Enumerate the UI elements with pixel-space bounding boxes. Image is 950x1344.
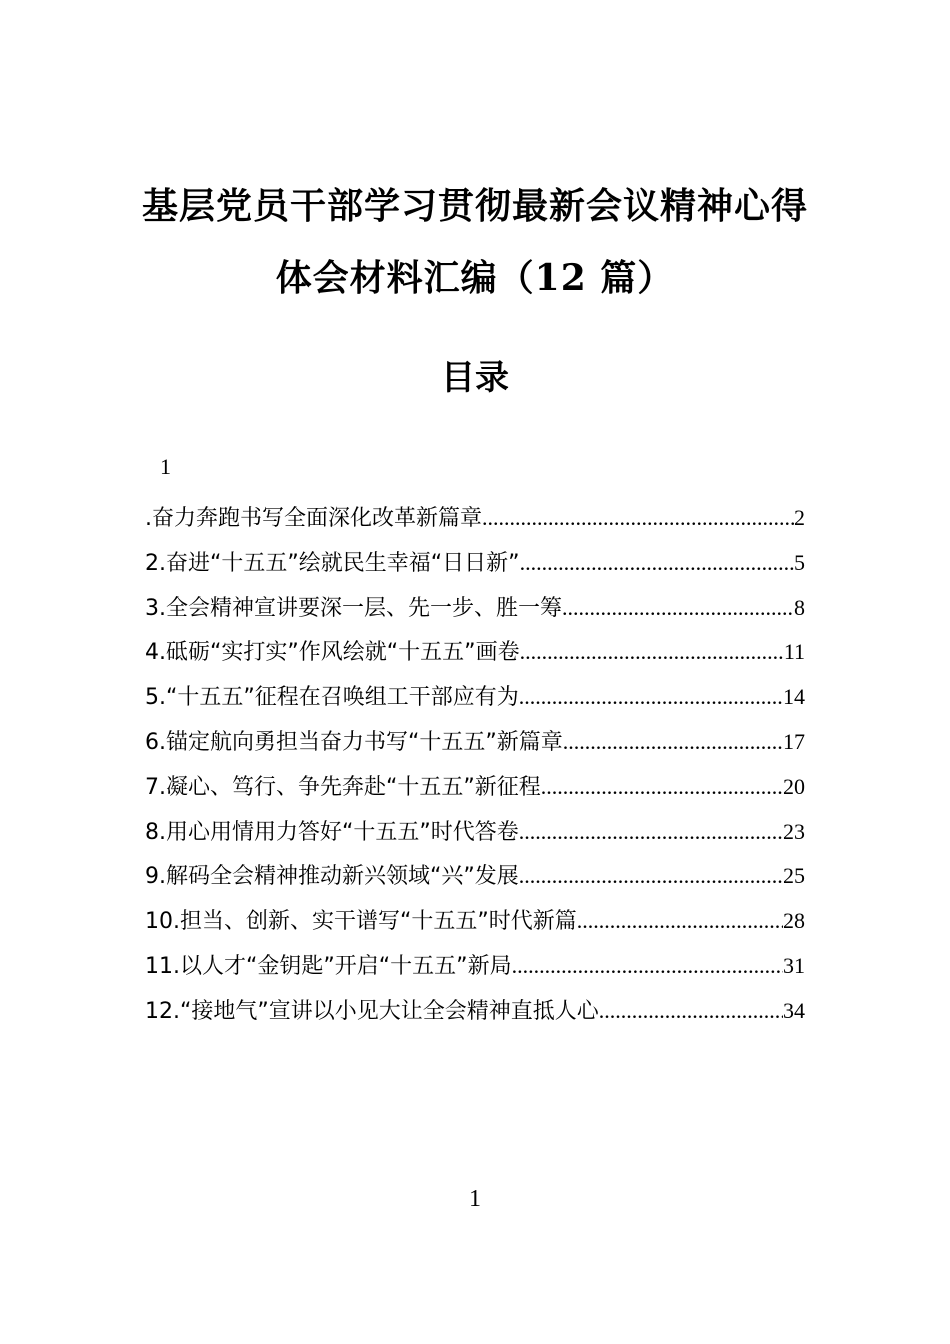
toc-entry-title: 3.全会精神宣讲要深一层、先一步、胜一筹 — [145, 595, 562, 621]
table-of-contents — [145, 452, 805, 1034]
toc-entry[interactable] — [145, 854, 805, 899]
toc-entry-title: 11.以人才“金钥匙”开启“十五五”新局 — [145, 953, 512, 979]
toc-entry-title: 12.“接地气”宣讲以小见大让全会精神直抵人心 — [145, 998, 599, 1024]
toc-leader-dots — [519, 854, 783, 899]
toc-entry-page: 28 — [783, 908, 805, 934]
toc-entry[interactable] — [145, 989, 805, 1034]
page-number: 1 — [469, 1186, 481, 1212]
toc-entry-page: 2 — [794, 505, 805, 530]
toc-entry-title: 8.用心用情用力答好“十五五”时代答卷 — [145, 819, 519, 845]
toc-entry-page: 25 — [783, 863, 805, 889]
toc-entry-title: 9.解码全会精神推动新兴领域“兴”发展 — [145, 864, 519, 890]
toc-entry[interactable] — [145, 810, 805, 855]
toc-leader-dots — [482, 496, 794, 541]
toc-entry[interactable] — [145, 944, 805, 989]
toc-entry-title: 5.“十五五”征程在召唤组工干部应有为 — [145, 685, 519, 711]
toc-leader-dots — [599, 989, 783, 1034]
toc-entry[interactable] — [145, 720, 805, 765]
toc-entry-title: 10.担当、创新、实干谱写“十五五”时代新篇 — [145, 909, 577, 935]
toc-entry-page: 5 — [794, 549, 805, 575]
toc-heading: 目录 — [441, 358, 509, 398]
toc-leader-dots — [519, 675, 783, 720]
toc-entry[interactable] — [145, 630, 805, 675]
document-title-line-1: 基层党员干部学习贯彻最新会议精神心得 — [141, 185, 808, 227]
toc-leader-dots — [563, 720, 783, 765]
toc-leader-dots — [562, 586, 794, 631]
toc-entry[interactable] — [145, 675, 805, 720]
toc-entry[interactable] — [145, 586, 805, 631]
toc-entry-page: 31 — [783, 952, 805, 978]
toc-leader-dots — [512, 944, 783, 989]
toc-entry-page: 34 — [783, 997, 805, 1023]
toc-entry[interactable] — [145, 765, 805, 810]
toc-leader-dots — [520, 630, 784, 675]
document-title-line-2: 体会材料汇编（12 篇） — [275, 257, 675, 299]
toc-entry-page: 17 — [783, 728, 805, 754]
toc-leader-dots — [520, 541, 794, 586]
toc-entry-title: 2.奋进“十五五”绘就民生幸福“日日新” — [145, 550, 520, 576]
toc-entry-title: 6.锚定航向勇担当奋力书写“十五五”新篇章 — [145, 729, 563, 755]
toc-entry-page: 14 — [783, 684, 805, 710]
toc-entry-title: .奋力奔跑书写全面深化改革新篇章 — [145, 506, 482, 531]
toc-entry[interactable] — [145, 541, 805, 586]
toc-leader-dots — [577, 899, 783, 944]
toc-entry-title: 4.砥砺“实打实”作风绘就“十五五”画卷 — [145, 640, 520, 666]
toc-entry[interactable] — [145, 899, 805, 944]
toc-entry[interactable] — [145, 496, 805, 541]
toc-entry-page: 11 — [783, 639, 805, 665]
toc-entry-page: 23 — [783, 818, 805, 844]
toc-entry-page: 20 — [783, 773, 805, 799]
toc-leader-dots — [519, 810, 783, 855]
toc-first-number: 1 — [160, 454, 171, 479]
toc-entry-page: 8 — [794, 594, 805, 620]
toc-leader-dots — [541, 765, 783, 810]
toc-entry-title: 7.凝心、笃行、争先奔赴“十五五”新征程 — [145, 774, 541, 800]
